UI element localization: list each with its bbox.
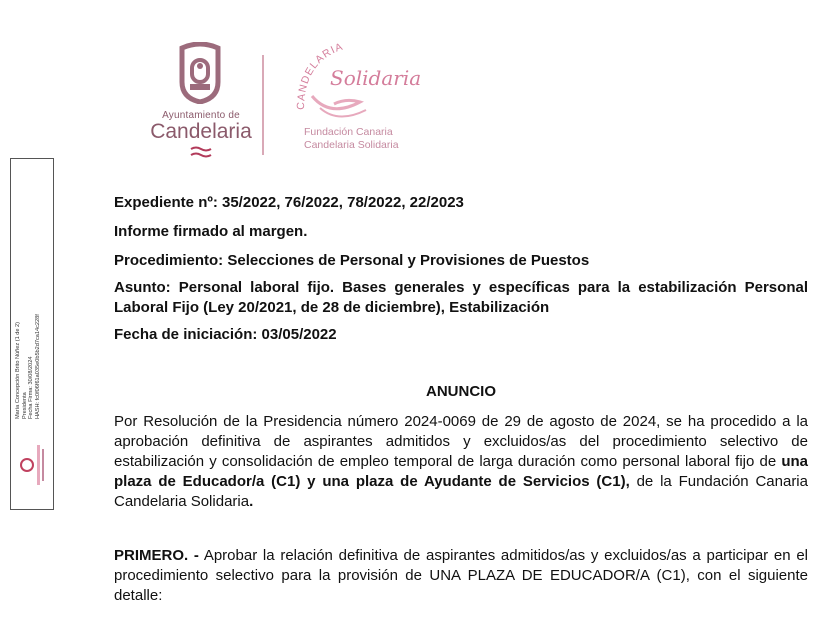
signature-line: María Concepción Brito Núñez (1 de 2) (15, 321, 21, 419)
fecha-line (114, 325, 808, 345)
stamp-logo-icon (19, 439, 47, 491)
logo-ayuntamiento-text: Ayuntamiento de (162, 110, 240, 121)
anuncio-paragraph (114, 412, 808, 512)
asunto-line (114, 278, 808, 318)
header-divider (262, 55, 264, 155)
procedimiento-line (114, 251, 808, 271)
paragraph-text-end: de la Fundación Canaria Candelaria Solidaria (114, 473, 808, 510)
paragraph-period: . (249, 493, 254, 510)
signature-line: HASH: fc0f06f61a035e0b5b2d7ca14c228f (34, 314, 41, 419)
informe-line: Informe firmado al margen. (114, 223, 308, 240)
signature-info (15, 314, 41, 419)
signature-line: Fecha Firma: 30/08/2024 (28, 356, 35, 419)
paragraph-bold-text: una plaza de Educador/a (C1) y una plaza de Ayudante de Servicios (C1), (114, 453, 808, 490)
signature-line: Presidenta (21, 392, 28, 419)
logo-candelaria-text: Candelaria (150, 120, 252, 143)
procedimiento-label: Procedimiento: (114, 252, 224, 269)
ayuntamiento-logo (146, 42, 256, 162)
expediente-line (114, 193, 808, 213)
primero-text: Aprobar la relación definitiva de aspirantes admitidos/as y excluidos/as a participar en el procedimiento selectivo para la provisión de UNA PLAZA DE EDUCADOR/A (C1), con el siguiente detalle: (114, 547, 809, 604)
logo-solidaria-text: Solidaria (330, 66, 422, 90)
signature-stamp (10, 158, 54, 510)
expediente-label: Expediente nº: (114, 194, 218, 211)
expediente-value: 35/2022, 76/2022, 78/2022, 22/2023 (217, 194, 464, 211)
fundacion-logo (290, 38, 422, 158)
asunto-label: Asunto: (114, 279, 171, 296)
crest-icon (178, 42, 222, 104)
asunto-value: Personal laboral fijo. Bases generales y específicas para la estabilización Personal Laboral Fijo (Ley 20/2021, de 28 de diciembre), Estabilización (114, 279, 808, 316)
primero-label: PRIMERO. - (114, 547, 199, 564)
fecha-label: Fecha de iniciación: (114, 326, 258, 343)
primero-paragraph (114, 546, 808, 606)
logo-fundacion-line1: Fundación Canaria (304, 126, 393, 138)
anuncio-title: ANUNCIO (426, 383, 496, 400)
procedimiento-value: Selecciones de Personal y Provisiones de Puestos (223, 252, 590, 269)
logo-fundacion-line2: Candelaria Solidaria (304, 139, 399, 151)
waves-icon (190, 146, 212, 158)
logo-arc-text: CANDELARIA (294, 40, 346, 110)
fecha-value: 03/05/2022 (257, 326, 337, 343)
paragraph-text: Por Resolución de la Presidencia número 2024-0069 de 29 de agosto de 2024, se ha procedido a la aprobación definitiva de aspirantes admitidos y excluidos/as del procedimiento selectivo de estabilización y consolidación de empleo temporal de larga duración como personal laboral fijo de (114, 413, 808, 470)
